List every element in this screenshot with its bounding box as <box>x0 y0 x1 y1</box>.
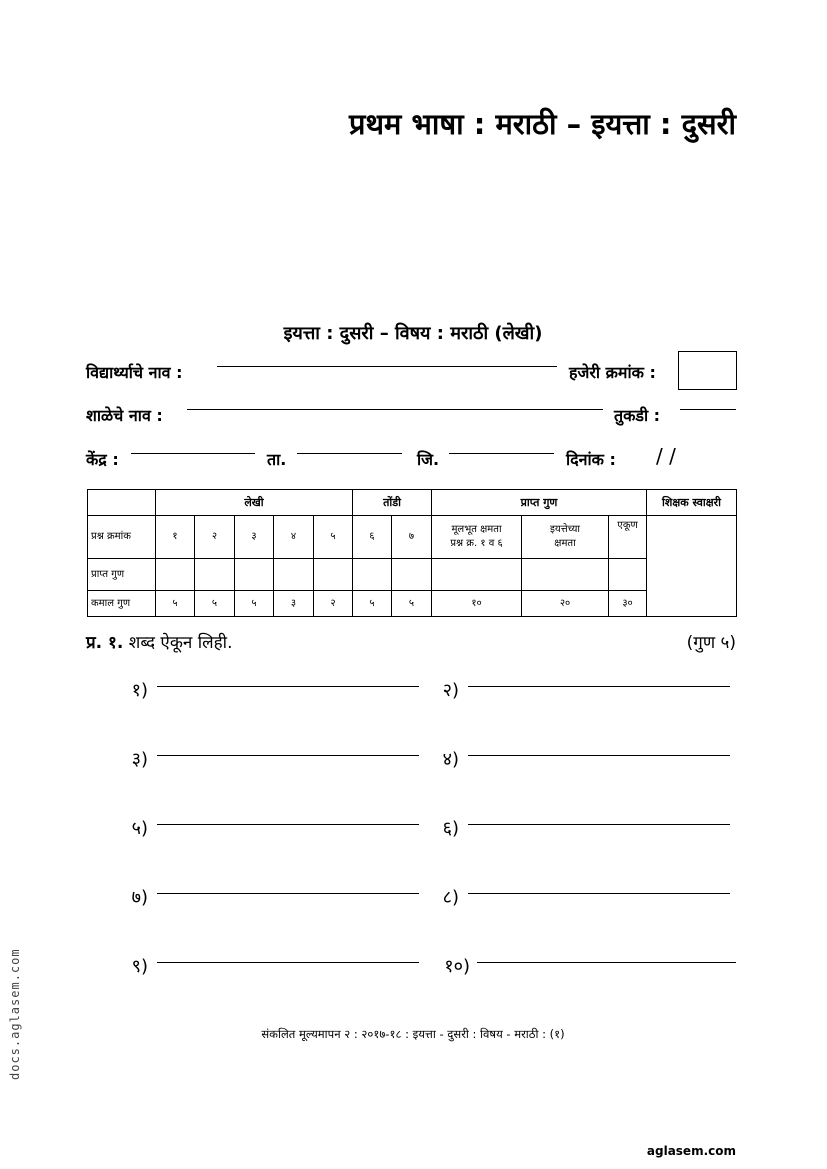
obtained-header: प्राप्त गुण <box>432 490 647 516</box>
answer-number-5: ५) <box>131 818 148 839</box>
question-1-number: प्र. १. <box>86 633 124 653</box>
answer-line-6[interactable] <box>468 824 730 825</box>
side-watermark: docs.aglasem.com <box>8 948 22 1080</box>
max-basic-cell: १० <box>432 591 522 617</box>
max-mark-cell: ३ <box>274 591 314 617</box>
question-1-heading <box>86 630 232 653</box>
obtained-mark-cell[interactable] <box>156 559 195 591</box>
max-mark-cell: ५ <box>156 591 195 617</box>
table-row <box>88 559 737 591</box>
question-number-cell: २ <box>195 516 235 559</box>
max-mark-cell: २ <box>314 591 353 617</box>
division-field[interactable] <box>680 409 736 410</box>
obtained-grade-cell[interactable] <box>522 559 609 591</box>
table-row <box>88 516 737 559</box>
obtained-mark-cell[interactable] <box>392 559 432 591</box>
answer-number-10: १०) <box>444 956 470 977</box>
answer-line-3[interactable] <box>157 755 419 756</box>
answer-number-4: ४) <box>442 749 459 770</box>
date-field[interactable]: / / <box>656 444 676 468</box>
taluka-label: ता. <box>267 450 287 469</box>
question-number-cell: ५ <box>314 516 353 559</box>
answer-number-8: ८) <box>442 887 459 908</box>
district-field[interactable] <box>449 453 554 454</box>
max-total-cell: ३० <box>609 591 647 617</box>
corner-watermark: aglasem.com <box>646 1144 736 1158</box>
answer-line-1[interactable] <box>157 686 419 687</box>
basic-ability-header <box>432 516 522 559</box>
grade-ability-line2: क्षमता <box>554 538 576 549</box>
taluka-field[interactable] <box>297 453 402 454</box>
max-grade-cell: २० <box>522 591 609 617</box>
answer-line-9[interactable] <box>157 962 419 963</box>
answer-line-7[interactable] <box>157 893 419 894</box>
question-number-cell: ३ <box>235 516 274 559</box>
basic-ability-line2: प्रश्न क्र. १ व ६ <box>450 538 503 549</box>
answer-number-7: ७) <box>131 887 148 908</box>
question-1-text: शब्द ऐकून लिही. <box>128 633 233 653</box>
question-number-cell: १ <box>156 516 195 559</box>
obtained-mark-cell[interactable] <box>314 559 353 591</box>
center-label: केंद्र : <box>86 450 119 469</box>
basic-ability-line1: मूलभूत क्षमता <box>451 524 502 535</box>
school-name-field[interactable] <box>187 409 603 410</box>
answer-number-2: २) <box>442 680 459 701</box>
table-group-header-row <box>88 490 737 516</box>
center-field[interactable] <box>131 453 255 454</box>
obtained-mark-cell[interactable] <box>195 559 235 591</box>
answer-line-4[interactable] <box>468 755 730 756</box>
obtained-total-cell[interactable] <box>609 559 647 591</box>
grade-ability-header <box>522 516 609 559</box>
teacher-sign-cell[interactable] <box>647 516 737 617</box>
grade-ability-line1: इयत्तेच्या <box>550 524 580 535</box>
answer-number-1: १) <box>131 680 148 701</box>
answer-number-6: ६) <box>442 818 459 839</box>
roll-number-label: हजेरी क्रमांक : <box>569 363 656 382</box>
total-header <box>609 516 647 559</box>
marks-table <box>87 489 737 617</box>
page-footer: संकलित मूल्यमापन २ : २०१७-१८ : इयत्ता - दुसरी : विषय - मराठी : (१) <box>261 1027 565 1041</box>
date-label: दिनांक : <box>566 450 616 469</box>
section-subtitle: इयत्ता : दुसरी – विषय : मराठी (लेखी) <box>283 323 543 344</box>
max-mark-cell: ५ <box>353 591 392 617</box>
max-mark-cell: ५ <box>392 591 432 617</box>
obtained-basic-cell[interactable] <box>432 559 522 591</box>
division-label: तुकडी : <box>614 406 661 425</box>
roll-number-box[interactable] <box>678 351 737 390</box>
question-number-cell: ४ <box>274 516 314 559</box>
answer-number-9: ९) <box>131 956 148 977</box>
answer-line-10[interactable] <box>477 962 736 963</box>
question-1-marks: (गुण ५) <box>686 633 736 653</box>
answer-line-5[interactable] <box>157 824 419 825</box>
oral-header: तोंडी <box>353 490 432 516</box>
total-header-label: एकूण <box>617 520 638 531</box>
obtained-mark-cell[interactable] <box>235 559 274 591</box>
written-header: लेखी <box>156 490 353 516</box>
obtained-marks-row-label: प्राप्त गुण <box>88 559 156 591</box>
student-name-field[interactable] <box>217 366 557 367</box>
question-number-cell: ६ <box>353 516 392 559</box>
student-name-label: विद्यार्थ्याचे नाव : <box>86 363 183 382</box>
max-mark-cell: ५ <box>235 591 274 617</box>
answer-line-2[interactable] <box>468 686 730 687</box>
answer-number-3: ३) <box>131 749 148 770</box>
question-number-row-label: प्रश्न क्रमांक <box>88 516 156 559</box>
district-label: जि. <box>417 450 440 469</box>
answer-line-8[interactable] <box>468 893 730 894</box>
question-number-cell: ७ <box>392 516 432 559</box>
max-mark-cell: ५ <box>195 591 235 617</box>
table-row <box>88 591 737 617</box>
obtained-mark-cell[interactable] <box>353 559 392 591</box>
teacher-sign-header: शिक्षक स्वाक्षरी <box>647 490 737 516</box>
school-name-label: शाळेचे नाव : <box>86 406 163 425</box>
obtained-mark-cell[interactable] <box>274 559 314 591</box>
max-marks-row-label: कमाल गुण <box>88 591 156 617</box>
table-corner-cell <box>88 490 156 516</box>
page-title: प्रथम भाषा : मराठी – इयत्ता : दुसरी <box>349 107 736 141</box>
